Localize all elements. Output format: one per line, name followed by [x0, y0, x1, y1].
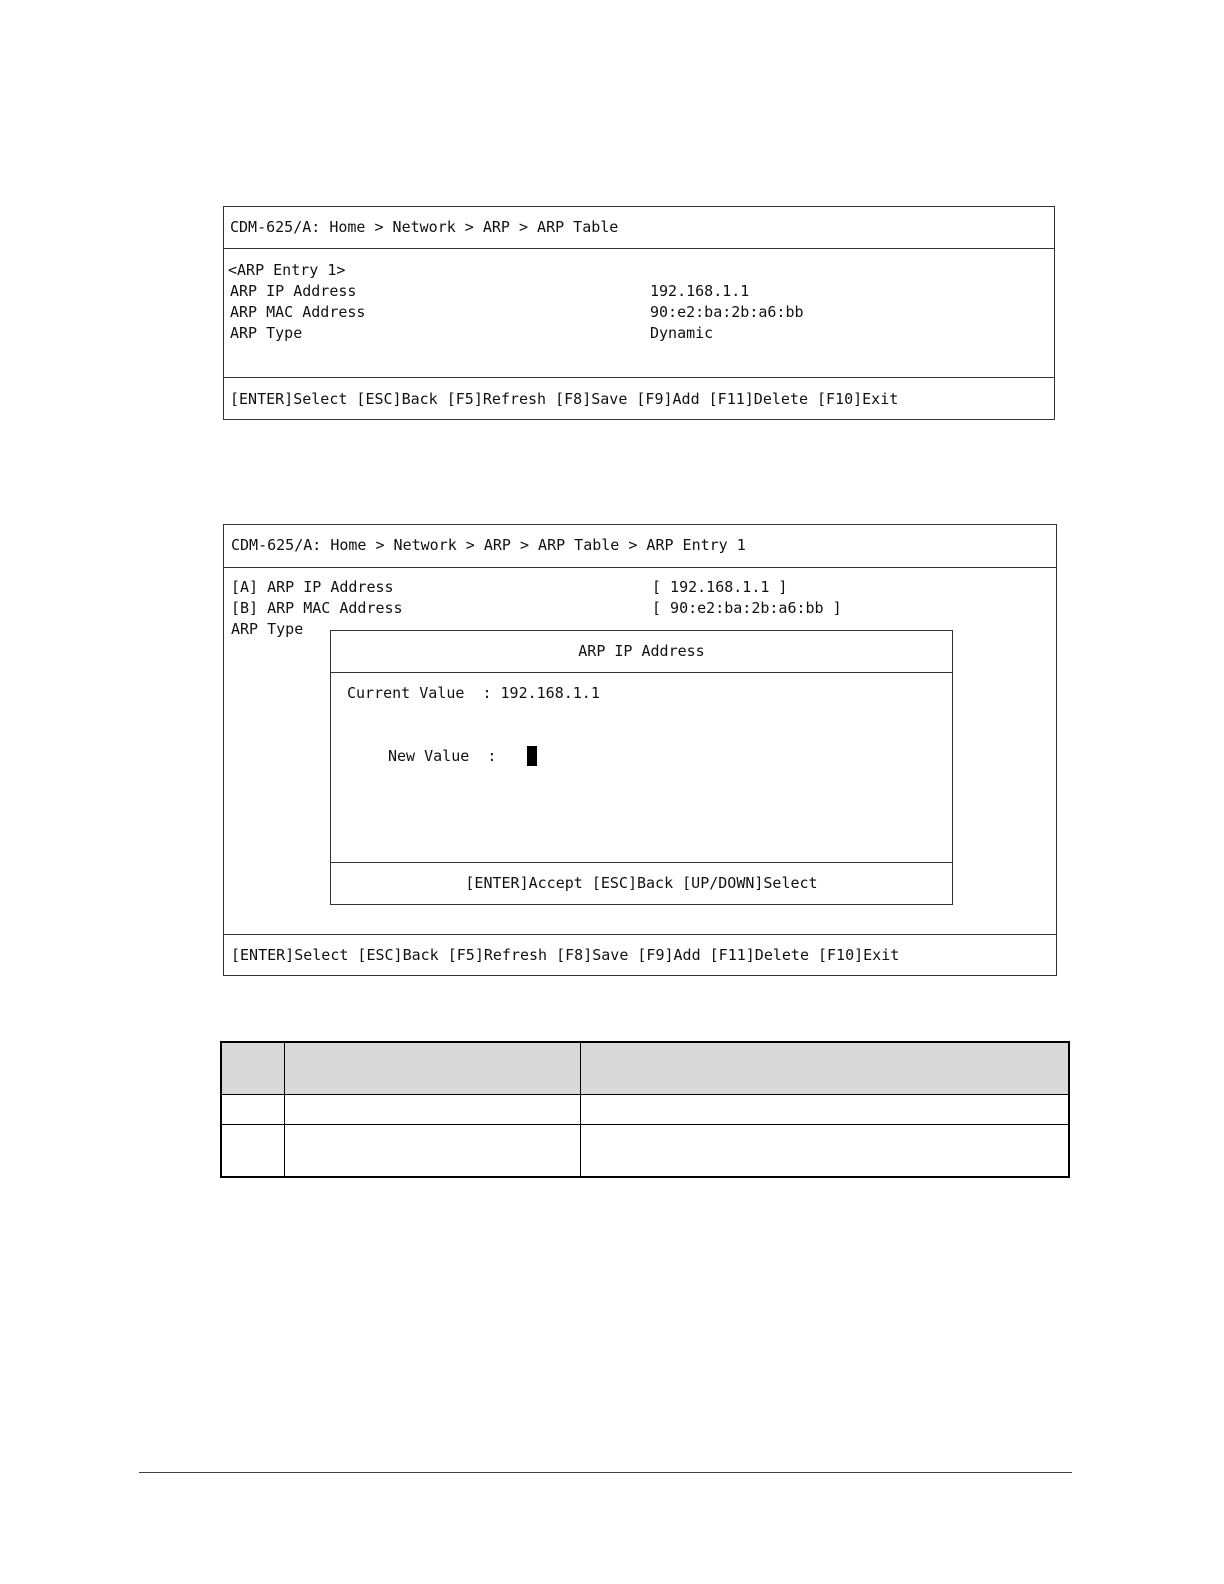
arp-type-label: ARP Type — [230, 324, 303, 342]
footer-divider — [224, 377, 1054, 378]
arp-ip-value: [ 192.168.1.1 ] — [652, 578, 788, 596]
table-header-cell — [581, 1042, 1070, 1095]
table-cell — [221, 1095, 285, 1125]
arp-entry-header[interactable]: <ARP Entry 1> — [228, 261, 346, 279]
arp-table-screen — [223, 206, 1055, 420]
table-header-cell — [221, 1042, 285, 1095]
table-cell — [285, 1125, 581, 1178]
arp-entry-screen — [223, 524, 1057, 976]
dialog-title: ARP IP Address — [578, 642, 705, 660]
table-cell — [221, 1125, 285, 1178]
breadcrumb: CDM-625/A: Home > Network > ARP > ARP Table > ARP Entry 1 — [231, 536, 746, 554]
arp-mac-label: ARP MAC Address — [230, 303, 366, 321]
arp-type-value: Dynamic — [650, 324, 714, 342]
table-cell — [285, 1095, 581, 1125]
edit-value-dialog — [330, 630, 953, 905]
menu-item-arp-ip[interactable]: [A] ARP IP Address — [231, 578, 394, 596]
arp-mac-value: 90:e2:ba:2b:a6:bb — [650, 303, 804, 321]
table-cell — [581, 1125, 1070, 1178]
header-divider — [224, 567, 1056, 568]
table-row — [221, 1125, 1069, 1178]
breadcrumb: CDM-625/A: Home > Network > ARP > ARP Table — [230, 218, 619, 236]
header-divider — [224, 248, 1054, 249]
dialog-header-divider — [331, 672, 952, 673]
footer-divider — [224, 934, 1056, 935]
table-cell — [581, 1095, 1070, 1125]
arp-ip-value: 192.168.1.1 — [650, 282, 750, 300]
new-value-label: New Value : — [388, 747, 497, 765]
table-row — [221, 1095, 1069, 1125]
arp-mac-value: [ 90:e2:ba:2b:a6:bb ] — [652, 599, 842, 617]
key-help-bar: [ENTER]Select [ESC]Back [F5]Refresh [F8]Save [F9]Add [F11]Delete [F10]Exit — [230, 390, 899, 408]
parameter-table — [220, 1041, 1070, 1178]
dialog-footer-divider — [331, 862, 952, 863]
menu-item-arp-mac[interactable]: [B] ARP MAC Address — [231, 599, 403, 617]
key-help-bar: [ENTER]Select [ESC]Back [F5]Refresh [F8]Save [F9]Add [F11]Delete [F10]Exit — [231, 946, 900, 964]
dialog-key-help: [ENTER]Accept [ESC]Back [UP/DOWN]Select — [465, 874, 818, 892]
current-value-label: Current Value : 192.168.1.1 — [347, 684, 600, 702]
new-value-input[interactable] — [527, 746, 727, 767]
table-header-row — [221, 1042, 1069, 1095]
table-header-cell — [285, 1042, 581, 1095]
text-cursor — [527, 746, 537, 766]
arp-type-label: ARP Type — [231, 620, 304, 638]
arp-ip-label: ARP IP Address — [230, 282, 357, 300]
page-footer-rule — [139, 1472, 1072, 1473]
